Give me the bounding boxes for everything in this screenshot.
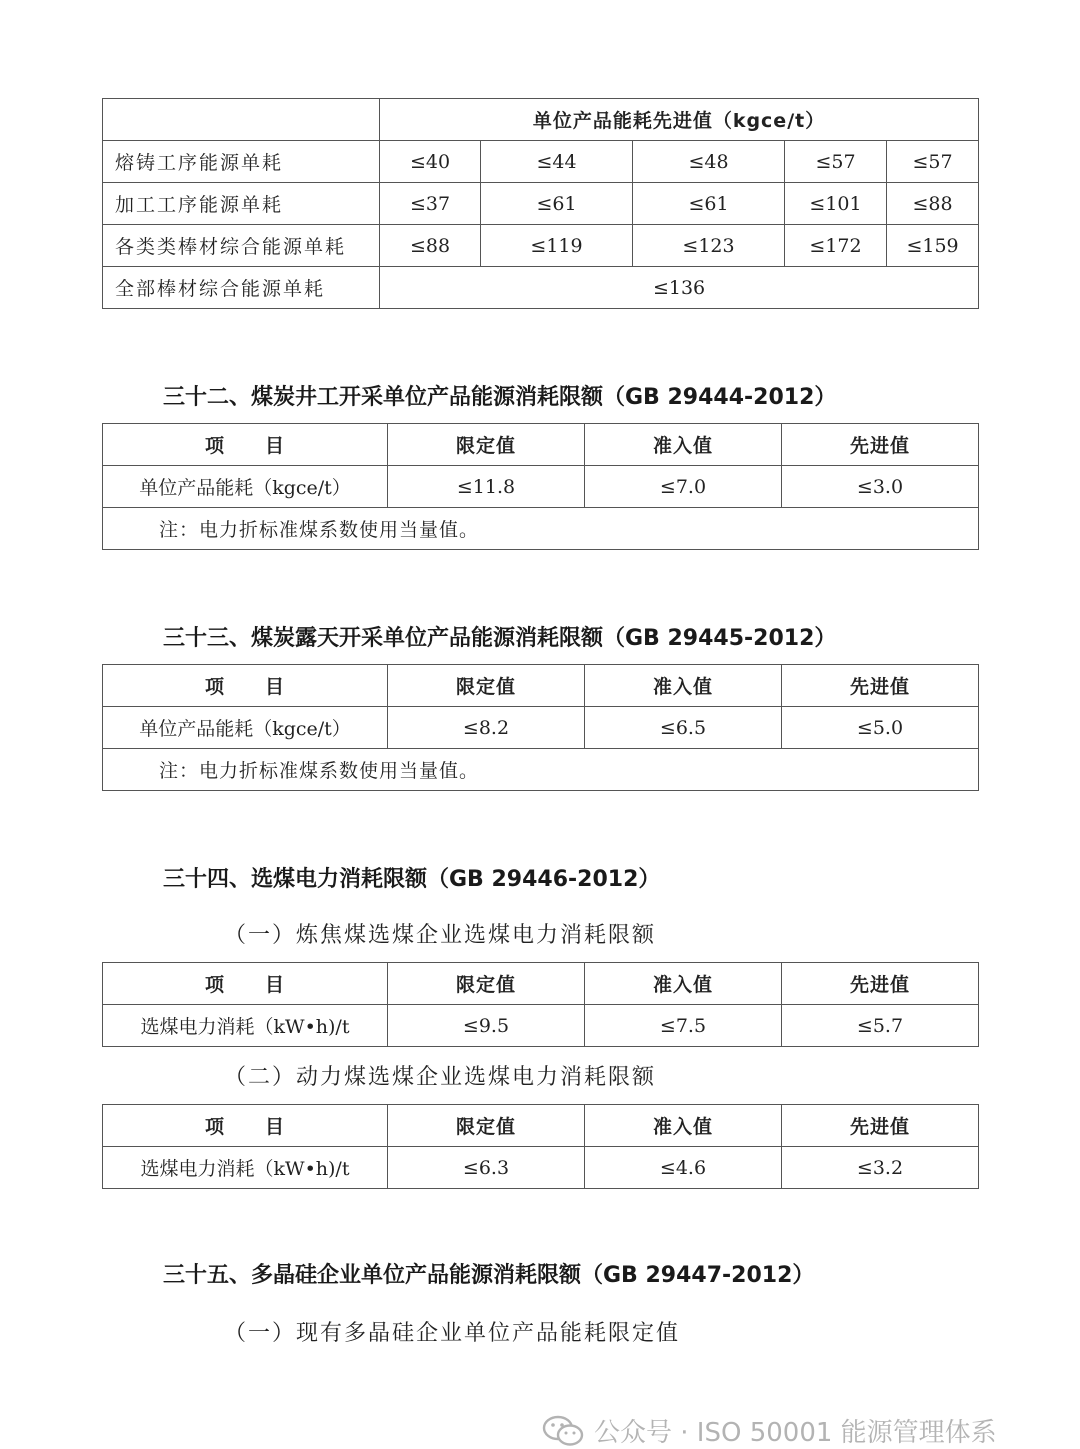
table-row (103, 225, 979, 267)
row-label: 选煤电力消耗（kW•h)/t (103, 1147, 388, 1189)
table-row (103, 183, 979, 225)
column-header: 限定值 (388, 424, 585, 466)
advanced-values-table (102, 98, 979, 309)
limits-table (102, 664, 979, 791)
column-header: 先进值 (782, 963, 979, 1005)
row-label: 单位产品能耗（kgce/t） (103, 466, 388, 508)
value-cell: ≤123 (633, 225, 785, 267)
value-cell: ≤5.7 (782, 1005, 979, 1047)
value-cell: ≤61 (481, 183, 633, 225)
section-heading: 三十三、煤炭露天开采单位产品能源消耗限额（GB 29445-2012） (163, 626, 837, 651)
column-header: 限定值 (388, 665, 585, 707)
subsection-heading: （一）现有多晶硅企业单位产品能耗限定值 (224, 1321, 681, 1346)
value-cell: ≤37 (380, 183, 481, 225)
value-cell: ≤57 (887, 141, 979, 183)
column-header: 准入值 (585, 1105, 782, 1147)
table-row (103, 1005, 979, 1047)
table-row (103, 707, 979, 749)
column-header: 项 目 (103, 665, 388, 707)
section-heading: 三十四、选煤电力消耗限额（GB 29446-2012） (163, 867, 661, 892)
value-cell: ≤172 (785, 225, 887, 267)
column-header: 准入值 (585, 424, 782, 466)
limits-table (102, 423, 979, 550)
row-label: 单位产品能耗（kgce/t） (103, 707, 388, 749)
value-cell: ≤3.2 (782, 1147, 979, 1189)
table-header-row (103, 99, 979, 141)
value-cell: ≤6.3 (388, 1147, 585, 1189)
table-note: 注：电力折标准煤系数使用当量值。 (103, 508, 979, 550)
row-label: 选煤电力消耗（kW•h)/t (103, 1005, 388, 1047)
table-row (103, 141, 979, 183)
row-label: 各类类棒材综合能源单耗 (103, 225, 380, 267)
table-note-row (103, 508, 979, 550)
column-header: 限定值 (388, 963, 585, 1005)
value-cell: ≤136 (380, 267, 979, 309)
value-cell: ≤88 (887, 183, 979, 225)
column-header: 先进值 (782, 665, 979, 707)
value-cell: ≤3.0 (782, 466, 979, 508)
value-cell: ≤61 (633, 183, 785, 225)
value-cell: ≤6.5 (585, 707, 782, 749)
column-header: 先进值 (782, 1105, 979, 1147)
table-row (103, 267, 979, 309)
subsection-heading: （二）动力煤选煤企业选煤电力消耗限额 (224, 1065, 657, 1090)
value-cell: ≤4.6 (585, 1147, 782, 1189)
value-cell: ≤5.0 (782, 707, 979, 749)
watermark-text: 公众号 · ISO 50001 能源管理体系 (594, 1418, 997, 1448)
row-label: 全部棒材综合能源单耗 (103, 267, 380, 309)
column-header: 先进值 (782, 424, 979, 466)
table-header-row (103, 424, 979, 466)
empty-header-cell (103, 99, 380, 141)
subsection-heading: （一）炼焦煤选煤企业选煤电力消耗限额 (224, 923, 657, 948)
table-row (103, 1147, 979, 1189)
section-heading: 三十五、多晶硅企业单位产品能源消耗限额（GB 29447-2012） (163, 1263, 815, 1288)
value-cell: ≤11.8 (388, 466, 585, 508)
value-cell: ≤7.0 (585, 466, 782, 508)
row-label: 熔铸工序能源单耗 (103, 141, 380, 183)
table-header-row (103, 665, 979, 707)
value-cell: ≤48 (633, 141, 785, 183)
limits-table (102, 1104, 979, 1189)
value-cell: ≤40 (380, 141, 481, 183)
value-cell: ≤88 (380, 225, 481, 267)
value-cell: ≤57 (785, 141, 887, 183)
column-header: 准入值 (585, 665, 782, 707)
value-cell: ≤159 (887, 225, 979, 267)
watermark (542, 1412, 997, 1449)
value-cell: ≤9.5 (388, 1005, 585, 1047)
value-cell: ≤101 (785, 183, 887, 225)
section-heading: 三十二、煤炭井工开采单位产品能源消耗限额（GB 29444-2012） (163, 385, 837, 410)
advanced-value-header: 单位产品能耗先进值（kgce/t） (380, 99, 979, 141)
column-header: 项 目 (103, 1105, 388, 1147)
value-cell: ≤8.2 (388, 707, 585, 749)
value-cell: ≤44 (481, 141, 633, 183)
table-header-row (103, 1105, 979, 1147)
column-header: 限定值 (388, 1105, 585, 1147)
column-header: 准入值 (585, 963, 782, 1005)
table-note-row (103, 749, 979, 791)
table-note: 注：电力折标准煤系数使用当量值。 (103, 749, 979, 791)
value-cell: ≤119 (481, 225, 633, 267)
table-row (103, 466, 979, 508)
wechat-icon (542, 1415, 584, 1447)
row-label: 加工工序能源单耗 (103, 183, 380, 225)
limits-table (102, 962, 979, 1047)
value-cell: ≤7.5 (585, 1005, 782, 1047)
column-header: 项 目 (103, 424, 388, 466)
column-header: 项 目 (103, 963, 388, 1005)
table-header-row (103, 963, 979, 1005)
